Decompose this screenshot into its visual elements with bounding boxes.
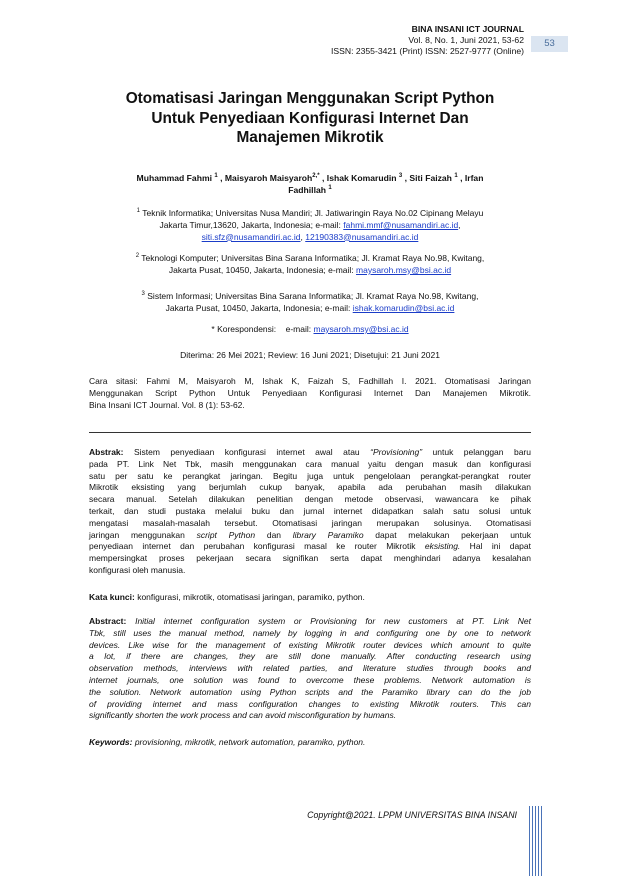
text: devices. Like wise for the management of existing Mikrotik router devices which amount to quite xyxy=(89,639,531,650)
text: untuk pelanggan baru xyxy=(422,447,531,457)
text: mengatasi masalah-masalah tersebut. Otomatisasi jaringan merupakan solusinya. Otomatisasi xyxy=(89,517,531,528)
text: of providing internet and mass configuration changes to existing Mikrotik routers. This can xyxy=(89,698,531,709)
kata-kunci xyxy=(89,592,531,604)
decor-bar xyxy=(538,806,539,876)
affil-line: Teknik Informatika; Universitas Nusa Mandiri; Jl. Jatiwaringin Raya No.02 Cipinang Melayu xyxy=(142,208,484,218)
abstrak-label: Abstrak: xyxy=(89,447,124,457)
text: a lot, if there are changes, they are still done manually. After conducting research using xyxy=(89,651,531,662)
email-link[interactable]: fahmi.mmf@nusamandiri.ac.id xyxy=(343,219,459,230)
submission-dates: Diterima: 26 Mei 2021; Review: 16 Juni 2021; Disetujui: 21 Juni 2021 xyxy=(180,350,440,360)
kata-kunci-label: Kata kunci: xyxy=(89,592,135,602)
journal-name: BINA INSANI ICT JOURNAL xyxy=(411,24,524,34)
decor-bar xyxy=(535,806,536,876)
citation xyxy=(89,376,531,411)
text: pada PT. Link Net Tbk, masih menggunakan cara manual yaitu dengan masuk dan konfigurasi xyxy=(89,458,531,469)
citation-line: Cara sitasi: Fahmi M, Maisyaroh M, Ishak K, Faizah S, Fadhillah I. 2021. Otomatisasi Jaringan xyxy=(89,376,531,386)
author-affil-mark: 1 xyxy=(328,185,332,192)
keywords-label: Keywords: xyxy=(89,737,133,747)
email-link[interactable]: ishak.komarudin@bsi.ac.id xyxy=(352,302,455,313)
author-name: Fadhillah xyxy=(288,185,326,195)
text: Hal ini dapat xyxy=(460,541,531,552)
title-line: Otomatisasi Jaringan Menggunakan Script Python xyxy=(125,90,495,107)
issn-info: ISSN: 2355-3421 (Print) ISSN: 2527-9777 (Online) xyxy=(331,46,524,57)
text: dan xyxy=(255,529,293,540)
affil-line: Jakarta Pusat, 10450, Jakarta, Indonesia; e-mail: xyxy=(168,264,357,275)
text: observation methods, interviews with related parties, and literature studies through books and xyxy=(89,663,531,674)
affil-line: Jakarta Timur,13620, Jakarta, Indonesia; e-mail: xyxy=(159,219,344,230)
abstrak-paragraph xyxy=(89,447,531,577)
email-link[interactable]: siti.sfz@nusamandiri.ac.id xyxy=(201,231,301,242)
text: Tbk, still uses the manual method, namely by logging in and configuring one by one to network xyxy=(89,627,531,638)
section-divider xyxy=(89,432,531,433)
author-name: Muhammad Fahmi xyxy=(136,173,212,183)
decor-bar xyxy=(529,806,530,876)
text: library Paramiko xyxy=(292,529,364,540)
keywords-text: provisioning, mikrotik, network automation, paramiko, python. xyxy=(132,737,366,747)
text: Mikrotik eksisting yang berjumlah cukup banyak, apabila ada perubahan masih dilakukan xyxy=(89,482,531,493)
citation-line: Menggunakan Script Python Untuk Penyediaan Konfigurasi Internet Dan Manajemen Mikrotik. xyxy=(89,387,531,398)
citation-line: Bina Insani ICT Journal. Vol. 8 (1): 53-62. xyxy=(89,399,245,410)
page-number-badge: 53 xyxy=(531,36,568,52)
text: the solution. Network automation using Python scripts and the Paramiko library can do the job xyxy=(89,686,531,697)
text: Sistem penyediaan konfigurasi internet awal atau xyxy=(123,447,371,457)
journal-header xyxy=(331,24,524,58)
text: jaringan menggunakan xyxy=(89,529,197,540)
affil-mark: 2 xyxy=(135,253,140,260)
decor-bar xyxy=(532,806,533,876)
text: penyediaan internet dan perubahan konfigurasi masal ke router Mikrotik xyxy=(89,541,425,552)
text: internet journals, one solution was found to overcome these problems. Network automation is xyxy=(89,674,531,685)
keywords xyxy=(89,737,531,749)
affil-line: Sistem Informasi; Universitas Bina Sarana Informatika; Jl. Kramat Raya No.98, Kwitang, xyxy=(147,291,479,301)
email-link[interactable]: 12190383@nusamandiri.ac.id xyxy=(305,231,419,242)
affiliation-1 xyxy=(92,208,528,243)
paper-title xyxy=(90,89,530,148)
abstract-label: Abstract: xyxy=(89,616,127,626)
author-affil-mark: 1 xyxy=(454,173,458,180)
affil-mark: 1 xyxy=(136,208,141,215)
separator: , xyxy=(458,219,461,230)
author-name: , Maisyaroh Maisyaroh xyxy=(220,173,313,183)
text: konfigurasi oleh manusia. xyxy=(89,564,186,575)
text: significantly shorten the work process and can avoid misconfiguration by humans. xyxy=(89,710,397,721)
footer-decoration xyxy=(529,806,543,876)
email-link[interactable]: maysaroh.msy@bsi.ac.id xyxy=(356,264,452,275)
text: “Provisioning” xyxy=(370,447,423,457)
author-list xyxy=(92,172,528,196)
title-line: Untuk Penyediaan Konfigurasi Internet Dan xyxy=(151,109,469,127)
separator: , xyxy=(300,231,306,242)
affil-mark: 3 xyxy=(141,291,145,298)
volume-info: Vol. 8, No. 1, Juni 2021, 53-62 xyxy=(408,35,524,46)
copyright-footer: Copyright@2021. LPPM UNIVERSITAS BINA INSANI xyxy=(307,810,517,820)
text: secara manual. Setelah dilakukan penelitian dengan metode observasi, wawancara ke pihak xyxy=(89,494,531,505)
author-affil-mark: 1 xyxy=(214,173,218,180)
affil-line: Teknologi Komputer; Universitas Bina Sarana Informatika; Jl. Kramat Raya No.98, Kwitang, xyxy=(141,253,485,263)
author-name: , Ishak Komarudin xyxy=(322,173,397,183)
abstract-paragraph xyxy=(89,616,531,722)
text: script Python xyxy=(196,529,256,540)
title-line: Manajemen Mikrotik xyxy=(236,129,384,147)
text: Initial internet configuration system or Provisioning for new customers at PT. Link Net xyxy=(126,616,531,626)
correspondence-email[interactable]: maysaroh.msy@bsi.ac.id xyxy=(313,324,409,334)
author-affil-mark: 2,* xyxy=(312,173,320,180)
decor-bar xyxy=(541,806,542,876)
correspondence-email-label: e-mail: xyxy=(285,324,312,334)
affiliation-3 xyxy=(92,291,528,315)
author-name: , Siti Faizah xyxy=(404,173,452,183)
affiliation-2 xyxy=(92,253,528,277)
text: mempersingkat proses pekerjaan secara signifikan serta dapat menghindari adanya kesalahan xyxy=(89,553,531,564)
correspondence xyxy=(92,324,528,334)
kata-kunci-text: konfigurasi, mikrotik, otomatisasi jaringan, paramiko, python. xyxy=(134,592,365,602)
text: terkait, dan studi pustaka melalui buku dan jurnal internet didapatkan salah satu solusi untuk xyxy=(89,505,531,516)
text: satu per satu ke perangkat jaringan. Begitu juga untuk pengelolaan perangkat-perangkat router xyxy=(89,470,531,481)
author-name: , Irfan xyxy=(460,173,484,183)
author-affil-mark: 3 xyxy=(398,173,403,180)
correspondence-label: * Korespondensi: xyxy=(211,324,277,334)
text: dapat melakukan pekerjaan untuk xyxy=(363,529,531,540)
text: eksisting. xyxy=(424,541,461,552)
affil-line: Jakarta Pusat, 10450, Jakarta, Indonesia; e-mail: xyxy=(165,302,353,313)
